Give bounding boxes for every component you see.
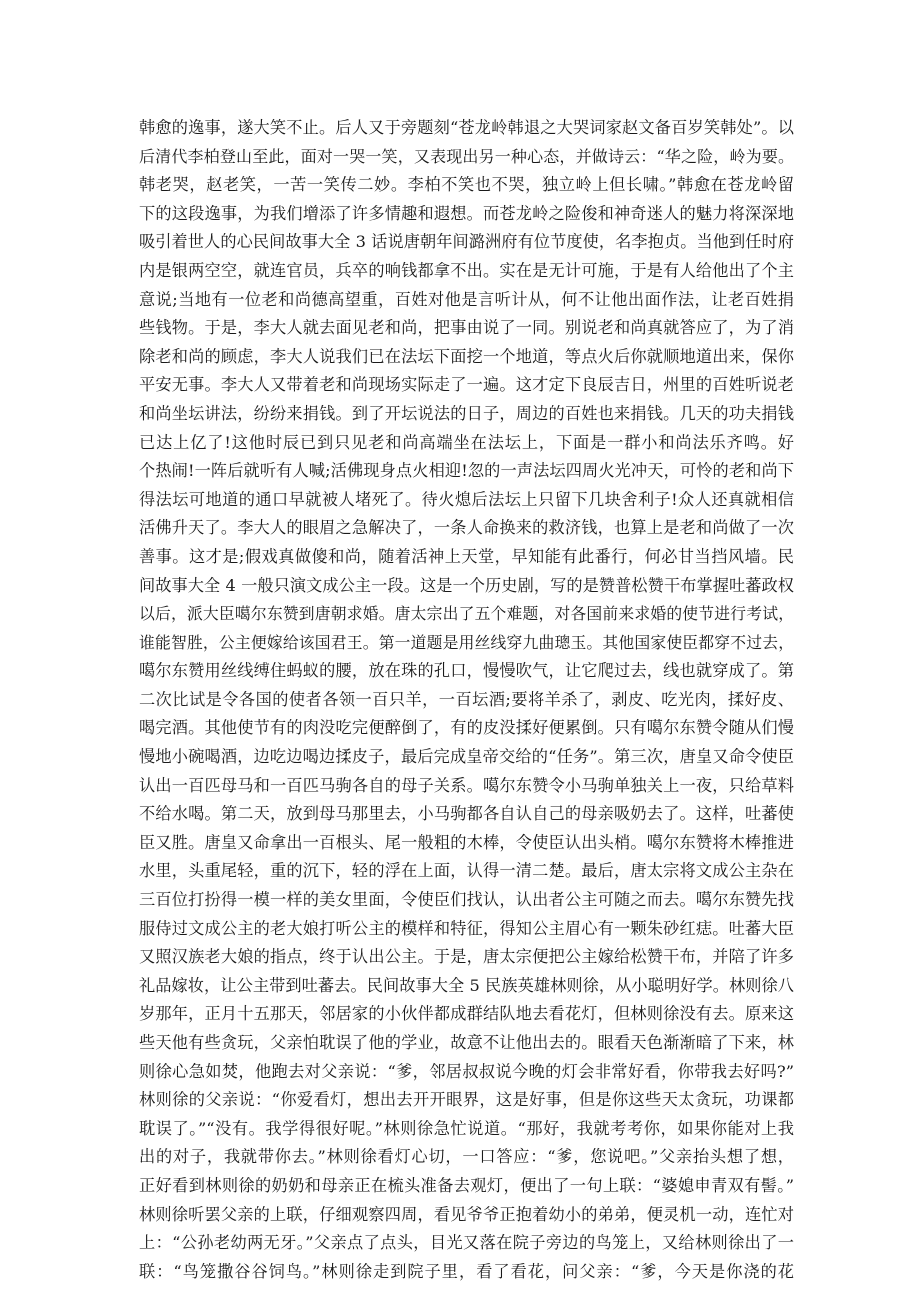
text-line: 林则徐的父亲说：“你爱看灯，想出去开开眼界，这是好事，但是你这些天太贪玩，功课都 — [139, 1090, 794, 1110]
body-text — [139, 114, 794, 1286]
text-line: 除老和尚的顾虑，李大人说我们已在法坛下面挖一个地道，等点火后你就顺地道出来，保你 — [139, 346, 794, 366]
text-line: 则徐心急如焚，他跑去对父亲说：“爹，邻居叔叔说今晚的灯会非常好看，你带我去好吗?” — [139, 1061, 794, 1081]
text-line: 后清代李柏登山至此，面对一哭一笑，又表现出另一种心态，并做诗云：“华之险，岭为要。 — [139, 146, 794, 166]
text-line: 耽误了。”“没有。我学得很好呢。”林则徐急忙说道。“那好，我就考考你，如果你能对上我 — [139, 1118, 794, 1138]
text-line: 礼品嫁妆，让公主带到吐蕃去。民间故事大全 5 民族英雄林则徐，从小聪明好学。林则徐八 — [139, 975, 794, 995]
text-line: 喝完酒。其他使节有的肉没吃完便醉倒了，有的皮没揉好便累倒。只有噶尔东赞令随从们慢 — [139, 718, 794, 738]
text-line: 水里，头重尾轻，重的沉下，轻的浮在上面，认得一清二楚。最后，唐太宗将文成公主杂在 — [139, 861, 794, 881]
text-line: 内是银两空空，就连官员，兵卒的响钱都拿不出。实在是无计可施，于是有人给他出了个主 — [139, 260, 794, 280]
text-line: 出的对子，我就带你去。”林则徐看灯心切，一口答应：“爹，您说吧。”父亲抬头想了想， — [139, 1147, 794, 1167]
text-line: 不给水喝。第二天，放到母马那里去，小马驹都各自认自己的母亲吸奶去了。这样，吐蕃使 — [139, 804, 794, 824]
text-line: 意说;当地有一位老和尚德高望重，百姓对他是言听计从，何不让他出面作法，让老百姓捐 — [139, 289, 794, 309]
text-line: 服侍过文成公主的老大娘打听公主的模样和特征，得知公主眉心有一颗朱砂红痣。吐蕃大臣 — [139, 918, 794, 938]
text-line: 间故事大全 4 一般只演文成公主一段。这是一个历史剧，写的是赞普松赞干布掌握吐蕃政权 — [139, 575, 794, 595]
text-line: 善事。这才是;假戏真做傻和尚，随着活神上天堂，早知能有此番行，何必甘当挡风墙。民 — [139, 546, 794, 566]
text-line: 正好看到林则徐的奶奶和母亲正在梳头准备去观灯，便出了一句上联：“婆媳申青双有髻。” — [139, 1175, 794, 1195]
text-line: 吸引着世人的心民间故事大全 3 话说唐朝年间潞洲府有位节度使，名李抱贞。当他到任时府 — [139, 232, 794, 252]
text-line: 些天他有些贪玩，父亲怕耽误了他的学业，故意不让他出去的。眼看天色渐渐暗了下来，林 — [139, 1033, 794, 1052]
text-line: 和尚坐坛讲法，纷纷来捐钱。到了开坛说法的日子，周边的百姓也来捐钱。几天的功夫捐钱 — [139, 403, 794, 423]
text-line: 谁能智胜，公主便嫁给该国君王。第一道题是用丝线穿九曲璁玉。其他国家使臣都穿不过去， — [139, 632, 794, 652]
text-line: 二次比试是令各国的使者各领一百只羊，一百坛酒;要将羊杀了，剥皮、吃光肉，揉好皮、 — [139, 689, 794, 709]
text-line: 又照汉族老大娘的指点，终于认出公主。于是，唐太宗便把公主嫁给松赞干布，并陪了许多 — [139, 947, 794, 967]
text-line: 慢地小碗喝酒，边吃边喝边揉皮子，最后完成皇帝交给的“任务”。第三次，唐皇又命令使臣 — [139, 747, 794, 767]
text-line: 平安无事。李大人又带着老和尚现场实际走了一遍。这才定下良辰吉日，州里的百姓听说老 — [139, 375, 794, 395]
text-line: 联：“鸟笼撒谷谷饲鸟。”林则徐走到院子里，看了看花，问父亲：“爹，今天是你浇的花 — [139, 1261, 794, 1281]
text-line: 认出一百匹母马和一百匹马驹各自的母子关系。噶尔东赞令小马驹单独关上一夜，只给草料 — [139, 775, 794, 795]
text-line: 三百位打扮得一模一样的美女里面，令使臣们找认，认出者公主可随之而去。噶尔东赞先找 — [139, 890, 794, 910]
text-line: 韩老哭，赵老笑，一苦一笑传二妙。李柏不笑也不哭，独立岭上但长啸。”韩愈在苍龙岭留 — [139, 175, 794, 195]
text-line: 臣又胜。唐皇又命拿出一百根头、尾一般粗的木棒，令使臣认出头梢。噶尔东赞将木棒推进 — [139, 832, 794, 852]
text-line: 得法坛可地道的通口早就被人堵死了。待火熄后法坛上只留下几块舍利子!众人还真就相信 — [139, 489, 794, 509]
text-line: 上：“公孙老幼两无牙。”父亲点了点头，目光又落在院子旁边的鸟笼上，又给林则徐出了一 — [139, 1233, 794, 1253]
text-line: 下的这段逸事，为我们增添了许多情趣和遐想。而苍龙岭之险俊和神奇迷人的魅力将深深地 — [139, 203, 794, 223]
text-line: 岁那年，正月十五那天，邻居家的小伙伴都成群结队地去看花灯，但林则徐没有去。原来这 — [139, 1004, 794, 1024]
text-line: 些钱物。于是，李大人就去面见老和尚，把事由说了一同。别说老和尚真就答应了，为了消 — [139, 318, 794, 338]
text-line: 以后，派大臣噶尔东赞到唐朝求婚。唐太宗出了五个难题，对各国前来求婚的使节进行考试， — [139, 604, 794, 624]
text-line: 林则徐听罢父亲的上联，仔细观察四周，看见爷爷正抱着幼小的弟弟，便灵机一动，连忙对 — [139, 1204, 794, 1224]
text-line: 个热闹!一阵后就听有人喊;活佛现身点火相迎!忽的一声法坛四周火光冲天，可怜的老和尚下 — [139, 461, 794, 481]
text-line: 已达上亿了!这他时辰已到只见老和尚高端坐在法坛上，下面是一群小和尚法乐齐鸣。好 — [139, 432, 794, 452]
text-line: 噶尔东赞用丝线缚住蚂蚁的腰，放在珠的孔口，慢慢吹气，让它爬过去，线也就穿成了。第 — [139, 661, 794, 681]
text-line: 活佛升天了。李大人的眼眉之急解决了，一条人命换来的救济钱，也算上是老和尚做了一次 — [139, 518, 794, 538]
text-line: 韩愈的逸事，遂大笑不止。后人又于旁题刻“苍龙岭韩退之大哭词家赵文备百岁笑韩处”。以 — [139, 118, 794, 137]
